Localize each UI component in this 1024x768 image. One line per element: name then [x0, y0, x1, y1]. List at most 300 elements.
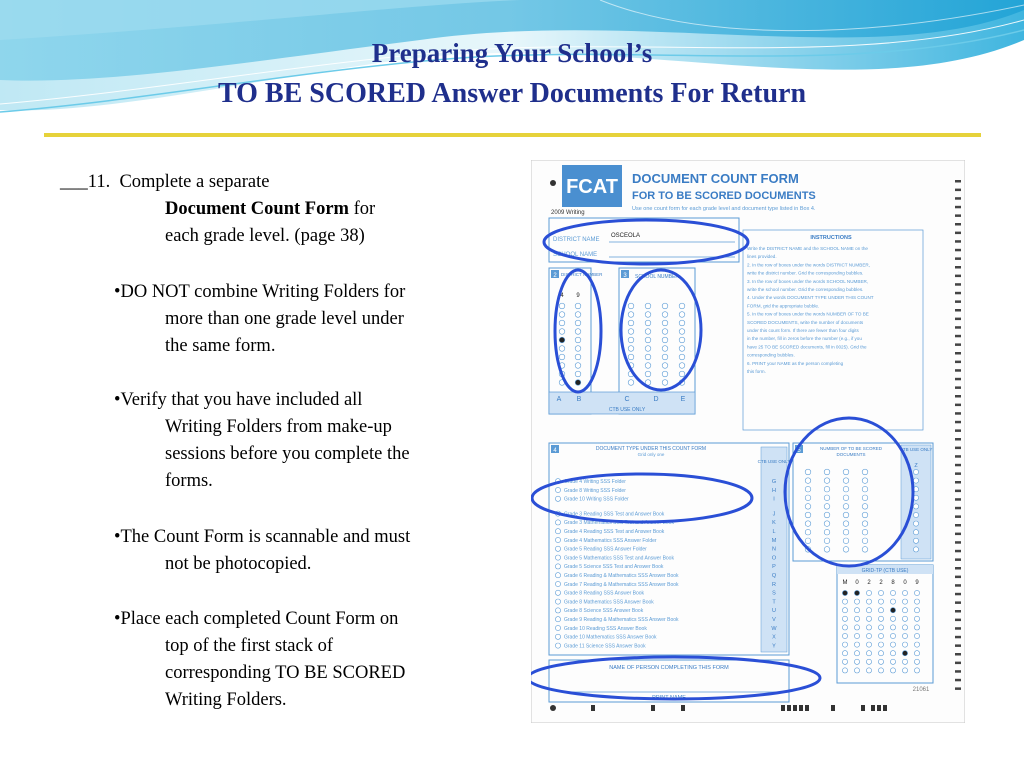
grid-tp-bubble	[866, 616, 871, 621]
count-bubble	[862, 486, 868, 492]
bottom-mark	[793, 705, 797, 711]
grid-tp-bubble	[854, 668, 859, 673]
grid-tp-bubble	[914, 651, 919, 656]
count-bubble	[824, 495, 830, 501]
grid-tp-bubble	[854, 659, 859, 664]
grid-tp-bubble	[878, 659, 883, 664]
grid-tp-bubble	[914, 590, 919, 595]
grid-tp-bubble	[842, 633, 847, 638]
z-letter: Z	[914, 463, 918, 469]
timing-mark	[955, 292, 961, 295]
grid-tp-bubble	[854, 590, 859, 595]
count-bubble	[805, 469, 811, 475]
school-bubble	[662, 337, 668, 343]
timing-mark	[955, 472, 961, 475]
number-scored-label1: NUMBER OF TO BE SCORED	[819, 446, 883, 451]
grid-tp-bubble	[854, 651, 859, 656]
count-bubble	[843, 547, 849, 553]
timing-mark	[955, 309, 961, 312]
doc-type-label: Grade 4 Reading SSS Test and Answer Book	[564, 529, 665, 535]
doc-type-bubble	[555, 555, 560, 560]
print-name-label: PRINT NAME	[652, 695, 686, 701]
grid-tp-digit: 0	[903, 580, 907, 586]
doc-type-bubble	[555, 564, 560, 569]
grid-tp-bubble	[842, 608, 847, 613]
timing-mark	[955, 515, 961, 518]
school-bubble	[628, 303, 634, 309]
count-bubble	[824, 538, 830, 544]
doc-type-bubble	[555, 625, 560, 630]
item11-bold-text: Document Count Form	[165, 199, 349, 219]
grid-tp-bubble	[902, 668, 907, 673]
grid-tp-bubble	[878, 633, 883, 638]
timing-mark	[955, 249, 961, 252]
district-bubble	[559, 312, 565, 318]
bullet4-line4: Writing Folders.	[165, 690, 287, 710]
district-digit-2: 9	[576, 293, 580, 299]
timing-mark	[955, 326, 961, 329]
doc-type-bubble	[555, 617, 560, 622]
doc-type-bubble	[555, 573, 560, 578]
instruction-line: corresponding bubbles.	[747, 352, 795, 358]
doc-type-letter: O	[771, 555, 777, 562]
bullet3-line1: •The Count Form is scannable and must	[114, 527, 411, 547]
timing-mark	[955, 593, 961, 596]
school-bubble	[679, 303, 685, 309]
grid-tp-bubble	[866, 590, 871, 595]
doc-ctb-use-label: CTB USE ONLY	[757, 459, 791, 464]
number-scored-label2: DOCUMENTS	[836, 452, 866, 457]
ctb-bubble	[913, 504, 918, 509]
doc-type-label: Grade 8 Mathematics SSS Answer Book	[564, 599, 654, 606]
timing-mark	[955, 361, 961, 364]
district-number-label: DISTRICT NUMBER	[561, 272, 603, 277]
bullet1-line3: the same form.	[165, 336, 276, 356]
grid-tp-bubble	[914, 625, 919, 630]
grid-tp-bubble	[866, 633, 871, 638]
grid-tp-label: GRID-TP (CTB USE)	[861, 568, 909, 574]
grid-tp-bubble	[842, 668, 847, 673]
district-bubble	[575, 320, 581, 326]
grid-tp-bubble	[866, 642, 871, 647]
district-name-label: DISTRICT NAME	[553, 237, 600, 243]
ctb-letter: B	[576, 396, 582, 403]
grid-tp-bubble	[902, 651, 907, 656]
school-bubble	[679, 354, 685, 360]
doc-type-bubble	[555, 529, 560, 534]
grid-tp-digit: 8	[891, 580, 895, 586]
grid-tp-bubble	[854, 633, 859, 638]
bullet3-line2: not be photocopied.	[165, 554, 312, 574]
instruction-line: Write the DISTRICT NAME and the SCHOOL NAME on the	[747, 246, 868, 251]
count-bubble	[824, 547, 830, 553]
count-bubble	[843, 512, 849, 518]
timing-mark	[955, 498, 961, 501]
timing-mark	[955, 541, 961, 544]
grid-tp-bubble	[914, 616, 919, 621]
count-bubble	[862, 521, 868, 527]
instruction-line: lines provided.	[747, 254, 777, 260]
document-count-form-image	[531, 160, 965, 723]
doc-type-label: Grade 8 Science SSS Answer Book	[564, 608, 644, 615]
grid-tp-bubble	[890, 651, 895, 656]
school-bubble	[628, 312, 634, 318]
grid-tp-bubble	[866, 651, 871, 656]
district-bubble	[559, 303, 565, 309]
timing-mark	[955, 429, 961, 432]
ctb-bubble	[913, 469, 918, 474]
ctb-letter: D	[653, 396, 659, 403]
timing-mark	[955, 558, 961, 561]
doc-type-letter: U	[772, 608, 776, 615]
grid-tp-digit: 0	[855, 580, 859, 586]
grid-tp-bubble	[842, 625, 847, 630]
grid-tp-bubble	[890, 599, 895, 604]
doc-type-label: Grade 7 Reading & Mathematics SSS Answer Book	[564, 581, 679, 588]
bullet2-line2: Writing Folders from make-up	[165, 417, 392, 437]
grid-tp-bubble	[902, 599, 907, 604]
timing-mark	[955, 447, 961, 450]
bottom-mark	[861, 705, 865, 711]
timing-mark	[955, 223, 961, 226]
timing-mark	[955, 438, 961, 441]
doc-type-bubble	[555, 599, 560, 604]
timing-mark	[955, 653, 961, 656]
school-bubble	[662, 329, 668, 335]
grid-tp-bubble	[914, 668, 919, 673]
school-bubble	[628, 380, 634, 386]
school-bubble	[662, 303, 668, 309]
timing-mark	[955, 455, 961, 458]
grid-tp-bubble	[878, 608, 883, 613]
count-bubble	[843, 486, 849, 492]
count-bubble	[824, 469, 830, 475]
slide-title-line2: TO BE SCORED Answer Documents For Return	[217, 78, 807, 109]
instructions-title: INSTRUCTIONS	[810, 235, 852, 241]
bottom-mark	[883, 705, 887, 711]
school-bubble	[662, 363, 668, 369]
count-bubble	[805, 478, 811, 484]
timing-mark	[955, 421, 961, 424]
form-title1: DOCUMENT COUNT FORM	[632, 171, 799, 186]
timing-mark	[955, 576, 961, 579]
count-bubble	[843, 495, 849, 501]
bullet1-line1: •DO NOT combine Writing Folders for	[114, 282, 406, 302]
district-name-value: OSCEOLA	[611, 233, 641, 239]
count-bubble	[843, 478, 849, 484]
bottom-mark	[877, 705, 881, 711]
grid-tp-bubble	[902, 659, 907, 664]
grid-tp-digit: 2	[867, 580, 871, 586]
registration-dot	[550, 705, 556, 711]
doc-type-bubble	[555, 581, 560, 586]
item11-line1	[60, 169, 269, 196]
grid-tp-digit: 9	[915, 580, 919, 586]
timing-mark	[955, 584, 961, 587]
bullet4-line3: corresponding TO BE SCORED	[165, 663, 406, 683]
count-bubble	[862, 512, 868, 518]
ctb-bubble	[913, 478, 918, 483]
grid-tp-bubble	[890, 590, 895, 595]
instruction-line: SCORED DOCUMENTS, write the number of documents	[747, 319, 864, 325]
school-bubble	[645, 303, 651, 309]
title-divider	[44, 133, 981, 137]
grid-tp-bubble	[878, 668, 883, 673]
instruction-line: write the district number. Grid the corresponding bubbles.	[747, 270, 864, 276]
school-bubble	[645, 354, 651, 360]
grid-tp-bubble	[902, 616, 907, 621]
count-bubble	[805, 512, 811, 518]
doc-type-letter: V	[772, 617, 776, 623]
district-bubble	[575, 380, 581, 386]
grid-tp-bubble	[902, 608, 907, 613]
form-subtitle: Use one count form for each grade level and document type listed in Box 4.	[632, 206, 816, 212]
count-bubble	[805, 538, 811, 544]
count-bubble	[862, 529, 868, 535]
doc-type-label: Grade 5 Mathematics SSS Test and Answer Book	[564, 555, 674, 562]
grid-tp-bubble	[878, 642, 883, 647]
grid-tp-bubble	[878, 590, 883, 595]
grid-tp-bubble	[890, 616, 895, 621]
timing-mark	[955, 335, 961, 338]
timing-mark	[955, 601, 961, 604]
bullet2-line3: sessions before you complete the	[165, 444, 410, 464]
timing-mark	[955, 378, 961, 381]
doc-type-letter: R	[772, 581, 776, 588]
box5-num: 5	[797, 448, 801, 454]
timing-mark	[955, 283, 961, 286]
doc-type-bubble	[555, 496, 560, 501]
grid-only-one: Grid only one	[637, 452, 665, 457]
school-bubble	[645, 320, 651, 326]
registration-dot	[550, 180, 556, 186]
timing-mark	[955, 610, 961, 613]
grid-tp-bubble	[914, 659, 919, 664]
fcat-logo-text: FCAT	[566, 176, 618, 198]
district-bubble	[559, 337, 565, 343]
instruction-line: 3. In the row of boxes under the words SCHOOL NUMBER,	[747, 278, 869, 284]
doc-type-letter: N	[772, 546, 776, 553]
grid-tp-bubble	[902, 633, 907, 638]
grid-tp-bubble	[866, 668, 871, 673]
count-bubble	[862, 547, 868, 553]
grid-tp-bubble	[890, 625, 895, 630]
grid-tp-bubble	[878, 599, 883, 604]
count-bubble	[824, 478, 830, 484]
count-bubble	[805, 486, 811, 492]
bottom-mark	[805, 705, 809, 711]
timing-mark	[955, 318, 961, 321]
school-bubble	[628, 320, 634, 326]
timing-mark	[955, 636, 961, 639]
doc-type-label: Grade 8 Writing SSS Folder	[564, 487, 626, 494]
ctb-use-only-label: CTB USE ONLY	[608, 407, 646, 413]
doc-type-label: Grade 10 Writing SSS Folder	[564, 496, 629, 503]
timing-mark	[955, 352, 961, 355]
doc-type-bubble	[555, 590, 560, 595]
grid-tp-bubble	[890, 608, 895, 613]
grid-tp-bubble	[854, 608, 859, 613]
school-bubble	[662, 371, 668, 377]
grid-tp-bubble	[842, 616, 847, 621]
count-bubble	[805, 521, 811, 527]
timing-mark	[955, 275, 961, 278]
instruction-line: 6. PRINT your NAME as the person completing	[747, 360, 844, 366]
form-title2: FOR TO BE SCORED DOCUMENTS	[632, 190, 816, 202]
timing-mark	[955, 386, 961, 389]
doc-type-label: Grade 8 Reading SSS Answer Book	[564, 590, 645, 597]
school-bubble	[679, 346, 685, 352]
grid-tp-bubble	[842, 659, 847, 664]
school-bubble	[645, 337, 651, 343]
timing-mark	[955, 343, 961, 346]
school-name-label: SCHOOL NAME	[553, 252, 598, 258]
timing-mark	[955, 214, 961, 217]
bottom-mark	[681, 705, 685, 711]
bottom-mark	[591, 705, 595, 711]
grid-tp-bubble	[902, 642, 907, 647]
item11-text: Complete a separate	[119, 172, 270, 192]
ctb-bubble	[913, 538, 918, 543]
doc-type-letter: L	[772, 529, 776, 535]
district-bubble	[575, 329, 581, 335]
box3-num: 3	[623, 273, 627, 279]
doc-type-letter: M	[771, 537, 777, 544]
timing-mark	[955, 490, 961, 493]
doc-type-bubble	[555, 487, 560, 492]
school-bubble	[662, 320, 668, 326]
school-bubble	[645, 371, 651, 377]
count-bubble	[862, 469, 868, 475]
count-bubble	[843, 469, 849, 475]
doc-type-label: Grade 4 Writing SSS Folder	[564, 479, 626, 485]
school-bubble	[628, 329, 634, 335]
bottom-mark	[651, 705, 655, 711]
district-bubble	[559, 320, 565, 326]
district-bubble	[575, 354, 581, 360]
count-bubble	[843, 521, 849, 527]
school-bubble	[645, 363, 651, 369]
timing-mark	[955, 679, 961, 682]
doc-type-label: Grade 6 Reading & Mathematics SSS Answer Book	[564, 573, 679, 579]
ctb-use-only2: CTB USE ONLY	[899, 447, 933, 452]
grid-tp-bubble	[866, 659, 871, 664]
grid-tp-bubble	[914, 608, 919, 613]
ctb-bubble	[913, 521, 918, 526]
item11-line2	[165, 196, 375, 223]
grid-tp-bubble	[842, 599, 847, 604]
doc-type-label: Grade 3 Reading SSS Test and Answer Book	[564, 511, 665, 518]
doc-type-bubble	[555, 520, 560, 525]
grid-tp-bubble	[878, 625, 883, 630]
doc-type-label: Grade 10 Mathematics SSS Answer Book	[564, 634, 657, 641]
doc-type-letter: H	[772, 487, 776, 494]
timing-mark	[955, 300, 961, 303]
grid-tp-bubble	[866, 599, 871, 604]
doc-type-label: Grade 5 Reading SSS Answer Folder	[564, 546, 647, 553]
timing-mark	[955, 481, 961, 484]
instruction-line: this form.	[747, 369, 766, 374]
ctb-bubble	[913, 530, 918, 535]
count-bubble	[862, 504, 868, 510]
doc-type-label: Grade 9 Reading & Mathematics SSS Answer Book	[564, 617, 679, 623]
grid-tp-bubble	[878, 651, 883, 656]
timing-mark	[955, 507, 961, 510]
doc-type-label: Grade 11 Science SSS Answer Book	[564, 643, 646, 650]
grid-tp-bubble	[878, 616, 883, 621]
doc-type-letter: T	[772, 599, 776, 606]
count-bubble	[843, 538, 849, 544]
doc-type-bubble	[555, 608, 560, 613]
grid-tp-bubble	[854, 642, 859, 647]
school-bubble	[679, 337, 685, 343]
school-bubble	[645, 329, 651, 335]
school-bubble	[662, 380, 668, 386]
timing-mark	[955, 232, 961, 235]
count-bubble	[805, 495, 811, 501]
grid-tp-bubble	[842, 651, 847, 656]
doc-type-bubble	[555, 634, 560, 639]
grid-tp-digit: 2	[879, 580, 883, 586]
header-wave-decoration	[0, 0, 1024, 140]
form-number: 21061	[912, 687, 930, 693]
doc-type-label: Grade 10 Reading SSS Answer Book	[564, 625, 647, 632]
grid-tp-digit: M	[842, 580, 848, 586]
instruction-line: FORM, grid the appropriate bubble.	[747, 303, 820, 309]
timing-mark	[955, 662, 961, 665]
grid-tp-bubble	[914, 633, 919, 638]
count-bubble	[862, 538, 868, 544]
ctb-letter: A	[556, 396, 562, 403]
timing-mark	[955, 197, 961, 200]
school-number-label: SCHOOL NUMBER	[635, 274, 679, 280]
school-bubble	[628, 354, 634, 360]
instruction-line: 4. Under the words DOCUMENT TYPE UNDER THIS COUNT	[747, 295, 874, 301]
doc-type-letter: X	[772, 634, 776, 641]
district-bubble	[575, 303, 581, 309]
bullet2-line4: forms.	[165, 471, 213, 491]
grid-tp-bubble	[866, 608, 871, 613]
grid-tp-bubble	[902, 625, 907, 630]
school-bubble	[645, 346, 651, 352]
count-bubble	[824, 504, 830, 510]
bottom-mark	[799, 705, 803, 711]
grid-tp-bubble	[842, 642, 847, 647]
ctb-bubble	[913, 512, 918, 517]
timing-mark	[955, 619, 961, 622]
item11-line3: each grade level. (page 38)	[165, 226, 365, 246]
grid-tp-bubble	[914, 642, 919, 647]
instruction-line: write the school number. Grid the corresponding bubbles.	[747, 287, 864, 292]
count-bubble	[805, 529, 811, 535]
grid-tp-bubble	[854, 616, 859, 621]
district-bubble	[575, 363, 581, 369]
doc-type-letter: S	[772, 590, 776, 597]
school-bubble	[662, 346, 668, 352]
bullet1-line2: more than one grade level under	[165, 309, 404, 329]
district-bubble	[559, 329, 565, 335]
district-bubble	[575, 346, 581, 352]
instruction-line: 5. In the row of boxes under the words NUMBER OF TO BE	[747, 311, 869, 317]
bottom-mark	[781, 705, 785, 711]
doc-type-letter: W	[771, 625, 777, 632]
grid-tp-bubble	[902, 590, 907, 595]
instruction-line: under this count form. If there are fewer than four digits	[747, 328, 859, 333]
district-bubble	[575, 337, 581, 343]
bottom-mark	[871, 705, 875, 711]
count-bubble	[824, 521, 830, 527]
bullet2-line1: •Verify that you have included all	[114, 390, 363, 410]
